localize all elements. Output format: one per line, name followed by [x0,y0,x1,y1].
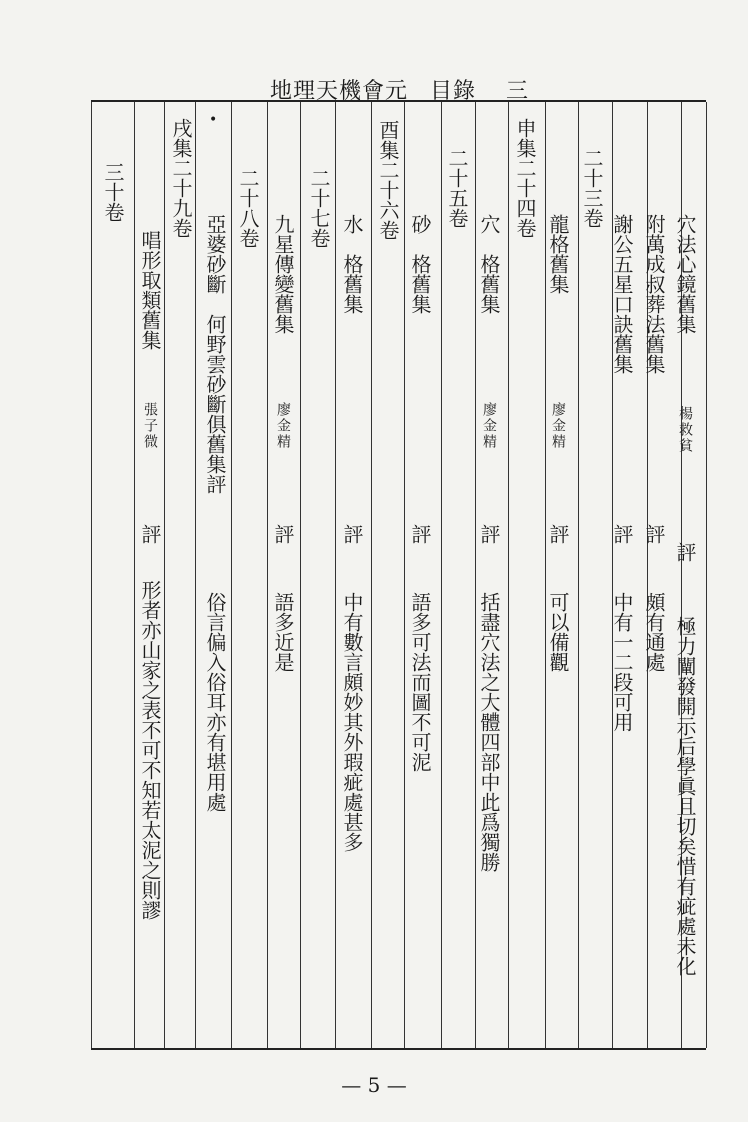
entry-title: 謝公五星口訣舊集 [610,214,634,374]
evaluation-label: 評 [340,524,364,544]
entry-author: 廖金精 [275,402,291,450]
volume-label: 三十卷 [101,162,125,222]
entry-title: 附萬成叔葬法舊集 [642,214,666,374]
entry-author: 楊救貧 [677,406,693,454]
entry-author: 廖金精 [550,402,566,450]
column-rule [404,102,405,1048]
evaluation-comment: 俗言偏入俗耳亦有堪用處 [203,592,227,812]
column-rule [134,102,135,1048]
volume-label: 酉集二十六卷 [376,120,400,240]
evaluation-comment: 極力闡發開示后學眞且切矣惜有疵處未化 [673,616,697,976]
column-rule [508,102,509,1048]
book-title: 地理天機會元 [270,79,409,104]
evaluation-comment: 中有數言頗妙其外瑕疵處甚多 [340,592,364,852]
column-rule [91,102,92,1048]
evaluation-label: 評 [477,524,501,544]
volume-label: 申集二十四卷 [513,118,537,238]
evaluation-label: 評 [673,542,697,562]
evaluation-comment: 語多近是 [271,592,295,672]
evaluation-label: 評 [408,524,432,544]
entry-author: 廖金精 [481,402,497,450]
evaluation-label: 評 [138,524,162,544]
evaluation-label: 評 [546,524,570,544]
evaluation-comment: 中有一二段可用 [610,592,634,732]
evaluation-comment: 頗有通處 [642,592,666,672]
column-rule [164,102,165,1048]
entry-title: 亞婆砂斷 何野雲砂斷俱舊集評 [203,214,227,494]
catalog-table [91,100,706,1050]
evaluation-label: 評 [271,524,295,544]
entry-title: 穴法心鏡舊集 [673,214,697,334]
evaluation-comment: 括盡穴法之大體四部中此爲獨勝 [477,592,501,872]
column-rule [441,102,442,1048]
entry-title: 砂 格舊集 [408,214,432,314]
entry-title: 水 格舊集 [340,214,364,314]
section-title: 目錄 [430,79,477,104]
entry-title: 九星傳變舊集 [271,214,295,334]
evaluation-label: 評 [642,524,666,544]
volume-label: 戌集二十九卷 [169,118,193,238]
entry-author: 張子微 [142,402,158,450]
column-rule [335,102,336,1048]
column-rule [267,102,268,1048]
volume-label: 二十三卷 [580,148,604,228]
evaluation-comment: 可以備觀 [546,592,570,672]
volume-label: 二十五卷 [445,148,469,228]
column-rule [371,102,372,1048]
entry-title: 唱形取類舊集 [138,230,162,350]
evaluation-comment: 語多可法而圖不可泥 [408,592,432,772]
evaluation-label: 評 [610,524,634,544]
header-page-label: 三 [506,79,530,104]
page-number: — 5 — [341,1073,407,1097]
column-rule [195,102,196,1048]
column-rule [231,102,232,1048]
column-rule [475,102,476,1048]
ink-dot: • [209,112,218,128]
volume-label: 二十七卷 [307,168,331,248]
column-rule [300,102,301,1048]
column-rule [578,102,579,1048]
evaluation-comment: 形者亦山家之表不可不知若太泥之則謬 [138,580,162,920]
entry-title: 龍格舊集 [546,214,570,294]
volume-label: 二十八卷 [236,168,260,248]
column-rule [706,102,707,1048]
entry-title: 穴 格舊集 [477,214,501,314]
